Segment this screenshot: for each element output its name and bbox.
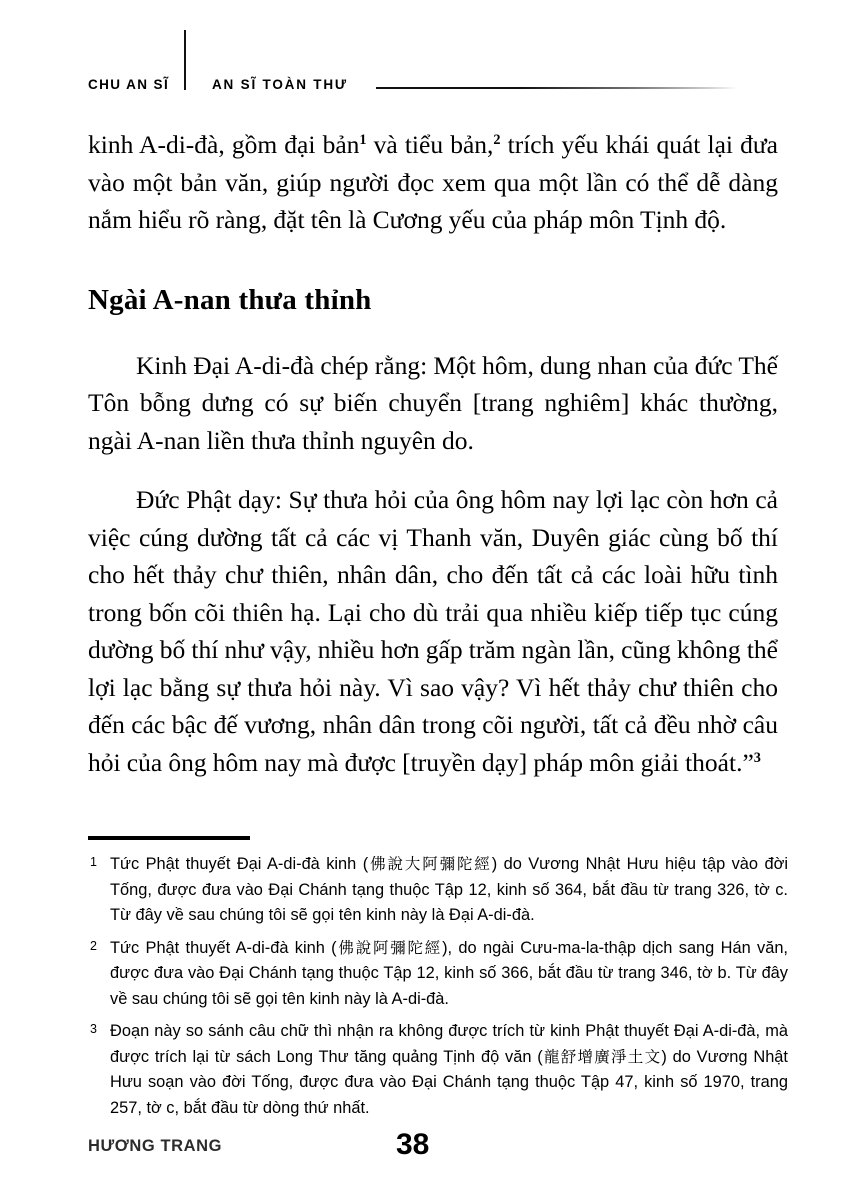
footnote-text-after: ) do Vương Nhật Hưu soạn vào đời Tống, được đưa vào Đại Chánh tạng thuộc Tập 47, kinh số 1970, trang 257, tờ c, bắt đầu từ dòng thứ nhất.: [110, 1047, 788, 1117]
footnote-marker-1[interactable]: 1: [359, 132, 367, 149]
paragraph-continued-text-3: trích yếu khái quát lại đưa vào một bản văn, giúp người đọc xem qua một lần có thể dễ dàng nắm hiểu rõ ràng, đặt tên là Cương yếu của pháp môn Tịnh độ.: [88, 130, 778, 234]
paragraph-3-text: Đức Phật dạy: Sự thưa hỏi của ông hôm nay lợi lạc còn hơn cả việc cúng dường tất cả các vị Thanh văn, Duyên giác cùng bố thí cho hết thảy chư thiên, nhân dân, cho đến tất cả các loài hữu tình trong bốn cõi thiên hạ. Lại cho dù trải qua nhiều kiếp tiếp tục cúng dường bố thí như vậy, nhiều hơn gấp trăm ngàn lần, cũng không thể lợi lạc bằng sự thưa hỏi này. Vì sao vậy? Vì hết thảy chư thiên cho đến các bậc đế vương, nhân dân trong cõi người, tất cả đều nhờ câu hỏi của ông hôm nay mà được [truyền dạy] pháp môn giải thoát.”: [88, 485, 778, 777]
footnote-number: 3: [90, 1022, 97, 1036]
footnote-item: [88, 936, 788, 1013]
page-footer: [0, 1128, 852, 1174]
paragraph-3: [88, 481, 778, 781]
page-number: 38: [396, 1128, 430, 1161]
running-head-author: CHU AN SĨ: [88, 77, 170, 92]
footnote-number: 1: [90, 855, 97, 869]
paragraph-continued: [88, 126, 778, 239]
footnote-marker-2[interactable]: 2: [493, 132, 501, 149]
footnote-marker-3[interactable]: 3: [753, 749, 761, 766]
footnote-item: [88, 1019, 788, 1121]
paragraph-continued-text-1: kinh A-di-đà, gồm đại bản: [88, 130, 360, 159]
paragraph-continued-text-2: và tiểu bản,: [366, 130, 494, 159]
paragraph-2: Kinh Đại A-di-đà chép rằng: Một hôm, dung nhan của đức Thế Tôn bỗng dưng có sự biến chuyển [trang nghiêm] khác thường, ngài A-nan liền thưa thỉnh nguyên do.: [88, 350, 778, 455]
footnote-item: [88, 852, 788, 929]
footnote-number: 2: [90, 938, 97, 953]
body-text-column: [88, 126, 778, 781]
section-heading: Ngài A-nan thưa thỉnh: [88, 283, 372, 316]
footnote-block: [88, 836, 788, 1121]
running-head-title: AN SĨ TOÀN THƯ: [212, 77, 348, 92]
footnote-text-after: ) do Vương Nhật Hưu hiệu tập vào đời Tống, được đưa vào Đại Chánh tạng thuộc Tập 12, kinh số 364, bắt đầu từ trang 326, tờ c. Từ đây về sau chúng tôi sẽ gọi tên kinh này là Đại A-di-đà.: [110, 855, 788, 924]
section-heading-block: [88, 283, 778, 317]
running-head-divider: [184, 30, 186, 90]
footnote-text-before: Tức Phật thuyết Đại A-di-đà kinh (: [110, 855, 369, 873]
footnote-han-text: 佛說阿彌陀經: [336, 938, 443, 957]
running-head: [88, 30, 788, 92]
footnote-han-text: 龍舒增廣淨土文: [542, 1047, 662, 1066]
footnote-han-text: 佛說大阿彌陀經: [368, 855, 492, 873]
publisher-imprint: HƯƠNG TRANG: [88, 1136, 223, 1155]
running-head-rule: [376, 87, 738, 89]
footnote-text-before: Đoạn này so sánh câu chữ thì nhận ra không được trích từ kinh Phật thuyết Đại A-di-đà, mà được trích lại từ sách Long Thư tăng quảng Tịnh độ văn (: [110, 1022, 788, 1066]
footnote-text-after: ), do ngài Cưu-ma-la-thập dịch sang Hán văn, được đưa vào Đại Chánh tạng thuộc Tập 12, kinh số 366, bắt đầu từ trang 346, tờ b. Từ đây về sau chúng tôi sẽ gọi tên kinh này là A-di-đà.: [110, 938, 788, 1008]
footnote-text-before: Tức Phật thuyết A-di-đà kinh (: [110, 938, 337, 957]
footnote-separator-rule: [88, 836, 250, 840]
